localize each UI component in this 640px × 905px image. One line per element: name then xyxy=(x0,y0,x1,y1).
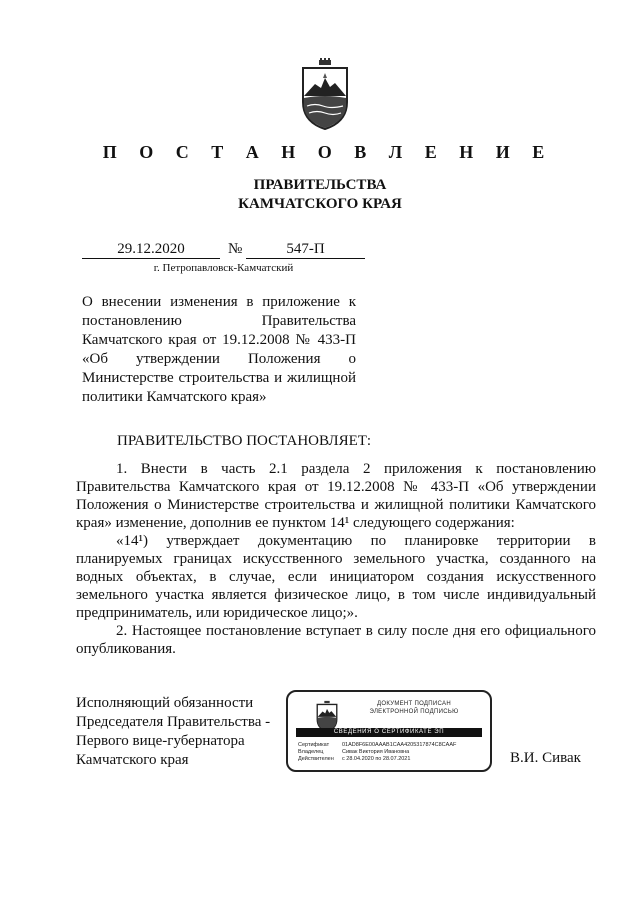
position-line-1: Исполняющий обязанности xyxy=(76,695,254,711)
issuer-line-1: ПРАВИТЕЛЬСТВА xyxy=(253,177,387,193)
paragraph-2: «14¹) утверждает документацию по планировке территории в планируемых границах искусственного земельного участка, созданного на водных объектах, в случае, если инициатором создания искусственного земельного участка является физическое лицо, в том числе индивидуальный предприниматель, или юридическое лицо;». xyxy=(76,533,596,621)
city: г. Петропавловск-Камчатский xyxy=(153,262,294,274)
signatory-name: В.И. Сивак xyxy=(510,750,581,766)
stamp-certificate-bar: СВЕДЕНИЯ О СЕРТИФИКАТЕ ЭП xyxy=(296,728,482,737)
position-line-3: Первого вице-губернатора xyxy=(76,733,245,749)
preamble: ПРАВИТЕЛЬСТВО ПОСТАНОВЛЯЕТ: xyxy=(117,433,372,449)
number-sign: № xyxy=(228,241,243,257)
position-line-4: Камчатского края xyxy=(76,752,189,768)
validity-value: с 28.04.2020 по 28.07.2021 xyxy=(342,756,411,762)
stamp-header-line-1: ДОКУМЕНТ ПОДПИСАН xyxy=(377,701,451,707)
stamp-header-line-2: ЭЛЕКТРОННОЙ ПОДПИСЬЮ xyxy=(369,709,459,715)
paragraph-3: 2. Настоящее постановление вступает в силу после дня его официального опубликования. xyxy=(76,623,596,657)
position-line-2: Председателя Правительства - xyxy=(76,714,271,730)
validity-label: Действителен xyxy=(298,756,334,762)
signatory-position xyxy=(76,694,276,770)
document-subject: О внесении изменения в приложение к постановлению Правительства Камчатского края от 19.12.2008 № 433-П «Об утверждении Положения о Министерстве строительства и жилищной политики Камчатского края» xyxy=(82,294,356,405)
kamchatka-coat-of-arms-icon xyxy=(297,58,353,130)
owner-value: Сивак Виктория Ивановна xyxy=(342,749,410,755)
document-number: 547-П xyxy=(246,240,365,259)
stamp-row-validity xyxy=(298,756,484,763)
electronic-signature-stamp xyxy=(286,690,492,772)
stamp-header xyxy=(342,700,486,716)
document-body xyxy=(76,460,596,658)
paragraph-1: 1. Внести в часть 2.1 раздела 2 приложения к постановлению Правительства Камчатского края от 19.12.2008 № 433-П «Об утверждении Положения о Министерстве строительства и жилищной политики Камчатского края» изменение, дополнив ее пунктом 14¹ следующего содержания: xyxy=(76,461,596,531)
stamp-row-owner xyxy=(298,749,484,756)
stamp-details xyxy=(298,742,484,763)
owner-label: Владелец xyxy=(298,749,324,755)
certificate-value: 01AD8F6E00AAAB1CAA4205317874C8CAAF xyxy=(342,742,457,748)
certificate-label: Сертификат xyxy=(298,742,330,748)
issuer-line-2: КАМЧАТСКОГО КРАЯ xyxy=(238,196,402,212)
stamp-row-certificate xyxy=(298,742,484,749)
date-number-line xyxy=(82,240,365,260)
issuer-block xyxy=(0,176,640,214)
document-date: 29.12.2020 xyxy=(82,240,220,259)
document-type-title: П О С Т А Н О В Л Е Н И Е xyxy=(102,142,554,162)
